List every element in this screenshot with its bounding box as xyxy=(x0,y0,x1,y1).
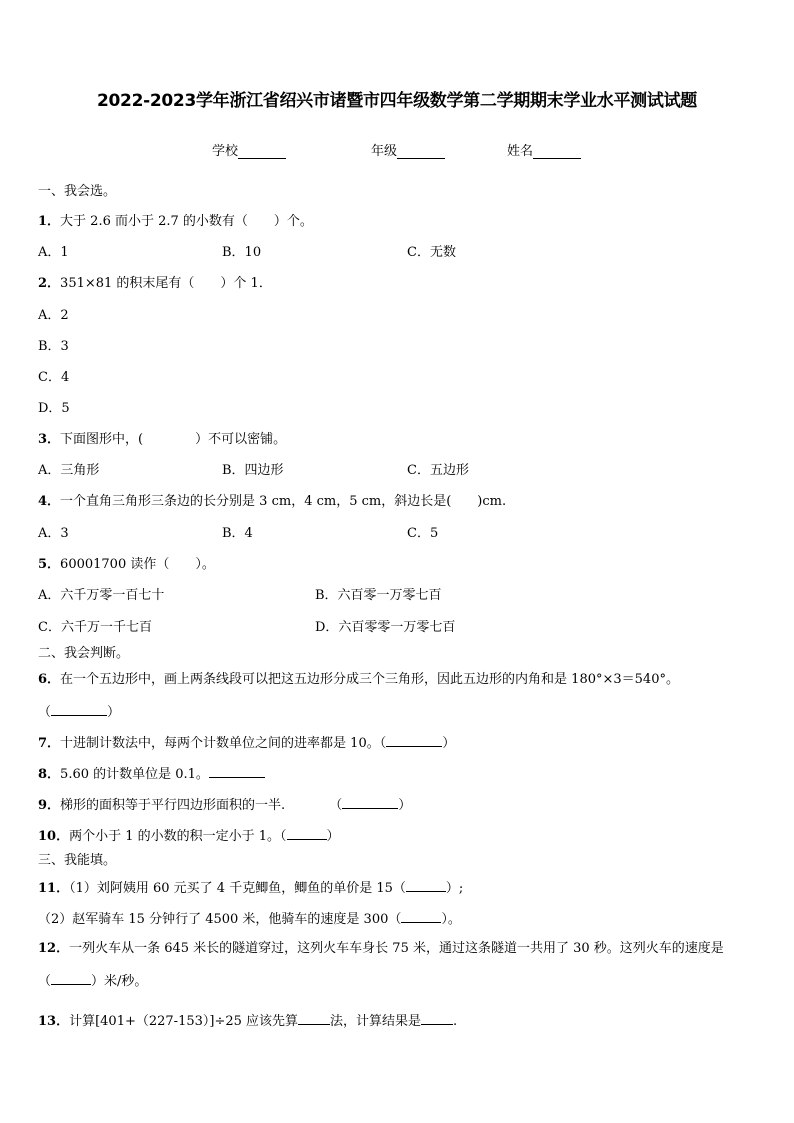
question-text: 大于 2.6 而小于 2.7 的小数有（ ）个。 xyxy=(60,214,313,229)
section-heading-choice: 一、我会选。 xyxy=(38,184,117,199)
question-text: （1）刘阿姨用 60 元买了 4 千克鲫鱼，鲫鱼的单价是 15（ xyxy=(69,881,406,896)
q1-option-c[interactable]: C．无数 xyxy=(407,245,456,260)
question-number: 13． xyxy=(38,1014,70,1029)
close-paren: ） xyxy=(442,736,456,751)
answer-blank[interactable] xyxy=(51,703,107,716)
question-text: 在一个五边形中，画上两条线段可以把这五边形分成三个三角形，因此五边形的内角和是 180°×3＝540°。 xyxy=(60,672,679,687)
answer-blank[interactable] xyxy=(287,827,327,840)
name-label: 姓名 xyxy=(507,144,534,159)
page-title: 2022-2023学年浙江省绍兴市诸暨市四年级数学第二学期期末学业水平测试试题 xyxy=(97,91,697,111)
close-paren: ） xyxy=(398,798,412,813)
question-text: . xyxy=(453,1014,458,1029)
answer-blank[interactable] xyxy=(406,879,446,892)
question-number: 8． xyxy=(38,767,61,782)
question-5 xyxy=(38,557,215,573)
question-text: 梯形的面积等于平行四边形面积的一半. xyxy=(60,798,286,813)
question-1 xyxy=(38,214,313,230)
question-text: 一列火车从一条 645 米长的隧道穿过，这列火车车身长 75 米，通过这条隧道一共用了 30 秒。这列火车的速度是 xyxy=(69,941,724,956)
question-9 xyxy=(38,796,411,814)
q4-option-a[interactable]: A．3 xyxy=(38,526,69,541)
section-heading-fill: 三、我能填。 xyxy=(38,853,117,868)
question-3 xyxy=(38,432,286,448)
grade-field[interactable] xyxy=(371,140,445,159)
question-number: 6． xyxy=(38,672,61,687)
answer-blank[interactable] xyxy=(51,972,91,985)
question-4 xyxy=(38,494,506,510)
q5-option-a[interactable]: A．六千万零一百七十 xyxy=(38,588,165,603)
q3-option-b[interactable]: B．四边形 xyxy=(222,463,284,478)
question-text: （2）赵军骑车 15 分钟行了 4500 米，他骑车的速度是 300（ xyxy=(38,912,402,927)
q2-option-c[interactable]: C．4 xyxy=(38,370,70,385)
answer-blank[interactable] xyxy=(386,734,442,747)
question-number: 12． xyxy=(38,941,70,956)
question-6 xyxy=(38,672,679,688)
question-8 xyxy=(38,765,265,783)
open-paren: （ xyxy=(329,798,343,813)
q3-option-c[interactable]: C．五边形 xyxy=(407,463,469,478)
q1-option-b[interactable]: B．10 xyxy=(222,245,262,260)
question-2 xyxy=(38,276,272,292)
close-paren: ）。 xyxy=(441,912,461,927)
question-text: 十进制计数法中，每两个计数单位之间的进率都是 10。（ xyxy=(60,736,387,751)
q4-option-c[interactable]: C．5 xyxy=(407,526,439,541)
question-7 xyxy=(38,734,455,752)
question-text: 351×81 的积末尾有（ ）个 1． xyxy=(60,276,272,291)
question-number: 1． xyxy=(38,214,61,229)
question-number: 2． xyxy=(38,276,61,291)
question-text: 60001700 读作（ ）。 xyxy=(60,557,215,572)
name-field[interactable] xyxy=(507,140,581,159)
q2-option-a[interactable]: A．2 xyxy=(38,308,69,323)
name-blank[interactable] xyxy=(533,145,581,159)
question-number: 11． xyxy=(38,881,70,896)
answer-blank[interactable] xyxy=(421,1012,453,1025)
answer-blank[interactable] xyxy=(401,910,441,923)
q2-option-b[interactable]: B．3 xyxy=(38,339,69,354)
question-number: 4． xyxy=(38,494,61,509)
question-12 xyxy=(38,941,724,957)
question-number: 10． xyxy=(38,829,70,844)
question-11-part-2 xyxy=(38,910,461,928)
q5-option-b[interactable]: B．六百零一万零七百 xyxy=(315,588,442,603)
question-text: 一个直角三角形三条边的长分别是 3 cm，4 cm，5 cm，斜边长是( )cm. xyxy=(60,494,507,509)
question-text: 计算[401+（227-153）]÷25 应该先算 xyxy=(69,1014,299,1029)
school-field[interactable] xyxy=(212,140,286,159)
q5-option-c[interactable]: C．六千万一千七百 xyxy=(38,620,152,635)
school-label: 学校 xyxy=(212,144,239,159)
school-blank[interactable] xyxy=(238,145,286,159)
question-13 xyxy=(38,1012,457,1030)
question-number: 3． xyxy=(38,432,61,447)
question-number: 7． xyxy=(38,736,61,751)
question-11-part-1 xyxy=(38,879,463,897)
question-text: 两个小于 1 的小数的积一定小于 1。（ xyxy=(69,829,287,844)
q1-option-a[interactable]: A．1 xyxy=(38,245,69,260)
student-info-row xyxy=(0,140,794,160)
q12-answer xyxy=(38,972,147,990)
question-text: 法，计算结果是 xyxy=(330,1014,422,1029)
close-paren: ） xyxy=(107,705,121,720)
q4-option-b[interactable]: B．4 xyxy=(222,526,253,541)
answer-blank[interactable] xyxy=(209,765,265,778)
question-text: 5.60 的计数单位是 0.1。 xyxy=(60,767,209,782)
section-heading-judge: 二、我会判断。 xyxy=(38,646,130,661)
open-paren: （ xyxy=(38,974,52,989)
grade-blank[interactable] xyxy=(397,145,445,159)
question-number: 5． xyxy=(38,557,61,572)
answer-unit: ）米/秒。 xyxy=(91,974,148,989)
close-paren: ）; xyxy=(445,881,464,896)
q3-option-a[interactable]: A．三角形 xyxy=(38,463,100,478)
answer-blank[interactable] xyxy=(298,1012,330,1025)
close-paren: ） xyxy=(326,829,340,844)
q2-option-d[interactable]: D．5 xyxy=(38,401,70,416)
q5-option-d[interactable]: D．六百零零一万零七百 xyxy=(315,620,456,635)
question-text: 下面图形中，( ）不可以密铺。 xyxy=(60,432,287,447)
question-number: 9． xyxy=(38,798,61,813)
q6-answer xyxy=(38,703,120,721)
answer-blank[interactable] xyxy=(342,796,398,809)
grade-label: 年级 xyxy=(371,144,398,159)
question-10 xyxy=(38,827,340,845)
open-paren: （ xyxy=(38,705,52,720)
